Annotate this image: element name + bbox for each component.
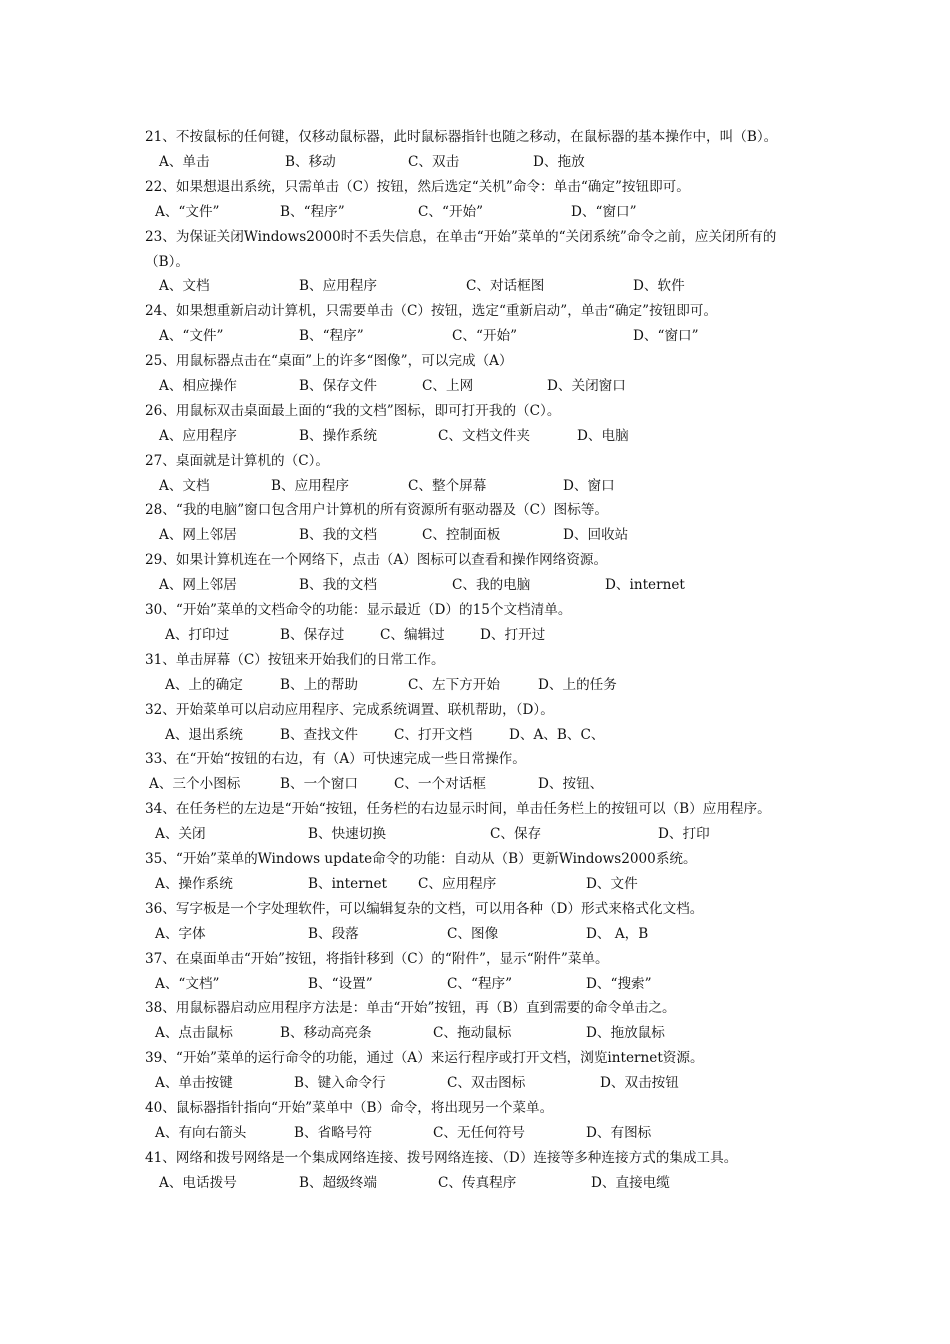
question-40: 40、鼠标器指针指向“开始”菜单中（B）命令，将出现另一个菜单。 <box>145 1100 554 1117</box>
option-c: C、双击 <box>408 153 460 170</box>
question-31: 31、单击屏幕（C）按钮来开始我们的日常工作。 <box>145 651 445 668</box>
question-27: 27、桌面就是计算机的（C）。 <box>145 452 330 469</box>
option-d: D、打开过 <box>480 626 546 643</box>
options-21 <box>145 150 810 175</box>
option-a: A、相应操作 <box>159 378 237 394</box>
options-38 <box>145 1021 810 1046</box>
option-c: C、图像 <box>447 925 499 942</box>
option-d: D、A、B、C、 <box>509 726 605 743</box>
option-a: A、点击鼠标 <box>155 1025 233 1042</box>
question-21: 21、不按鼠标的任何键，仅移动鼠标器，此时鼠标器指针也随之移动，在鼠标器的基本操作中，叫（B）。 <box>145 129 778 145</box>
options-27 <box>145 474 810 499</box>
option-b: B、上的帮助 <box>280 676 358 693</box>
option-d: D、上的任务 <box>538 676 617 693</box>
option-c: C、拖动鼠标 <box>433 1025 512 1042</box>
option-a: A、网上邻居 <box>159 577 237 594</box>
option-d: D、“窗口” <box>571 203 637 220</box>
option-a: A、操作系统 <box>155 875 233 892</box>
option-b: B、“程序” <box>280 203 345 220</box>
options-28 <box>145 523 810 548</box>
question-26: 26、用鼠标双击桌面最上面的“我的文档”图标，即可打开我的（C）。 <box>145 402 561 419</box>
option-c: C、对话框图 <box>466 278 545 295</box>
option-d: D、打印 <box>658 826 710 843</box>
option-b: B、“程序” <box>299 328 364 345</box>
option-d: D、双击按钮 <box>600 1075 679 1092</box>
options-36 <box>145 922 810 947</box>
question-22: 22、如果想退出系统，只需单击（C）按钮，然后选定“关机”命令：单击“确定”按钮即可。 <box>145 178 690 195</box>
option-d: D、软件 <box>633 278 685 295</box>
option-c: C、控制面板 <box>422 527 501 544</box>
options-40 <box>145 1121 810 1146</box>
option-c: C、我的电脑 <box>452 577 531 594</box>
options-33 <box>145 772 810 797</box>
question-25: 25、用鼠标器点击在“桌面”上的许多“图像”，可以完成（A） <box>145 353 513 370</box>
option-c: C、一个对话框 <box>394 776 486 793</box>
option-b: B、保存文件 <box>299 378 377 394</box>
question-28: 28、“我的电脑”窗口包含用户计算机的所有资源所有驱动器及（C）图标等。 <box>145 502 609 519</box>
option-b: B、操作系统 <box>299 427 377 444</box>
options-31 <box>145 673 810 698</box>
option-a: A、应用程序 <box>159 427 237 444</box>
option-d: D、关闭窗口 <box>547 378 626 394</box>
option-a: A、网上邻居 <box>159 527 237 544</box>
question-30: 30、“开始”菜单的文档命令的功能：显示最近（D）的15个文档清单。 <box>145 602 572 619</box>
option-c: C、应用程序 <box>418 875 497 892</box>
option-b: B、段落 <box>308 925 359 942</box>
option-b: B、保存过 <box>280 626 345 643</box>
question-32: 32、开始菜单可以启动应用程序、完成系统调置、联机帮助，（D）。 <box>145 701 554 718</box>
option-b: B、省略号符 <box>294 1124 372 1141</box>
option-a: A、“文件” <box>159 328 224 345</box>
option-d: D、拖放鼠标 <box>586 1025 665 1042</box>
option-d: D、拖放 <box>533 153 585 170</box>
option-c: C、编辑过 <box>380 626 445 643</box>
options-23 <box>145 274 810 299</box>
options-30 <box>145 623 810 648</box>
question-39: 39、“开始”菜单的运行命令的功能，通过（A）来运行程序或打开文档，浏览internet资源。 <box>145 1050 704 1067</box>
option-b: B、快速切换 <box>308 826 386 843</box>
option-b: B、“设置” <box>308 975 373 992</box>
options-29 <box>145 573 810 598</box>
option-a: A、文档 <box>159 278 210 295</box>
option-a: A、上的确定 <box>165 676 243 693</box>
option-d: D、“窗口” <box>633 328 699 345</box>
option-b: B、移动高亮条 <box>280 1025 372 1042</box>
option-a: A、字体 <box>155 925 206 942</box>
question-36: 36、写字板是一个字处理软件，可以编辑复杂的文档，可以用各种（D）形式来格式化文档。 <box>145 900 704 917</box>
option-c: C、打开文档 <box>394 726 473 743</box>
options-24 <box>145 324 810 349</box>
options-25 <box>145 374 810 399</box>
option-c: C、“程序” <box>447 975 513 992</box>
option-d: D、文件 <box>586 875 638 892</box>
option-d: D、按钮、 <box>538 776 604 793</box>
option-a: A、退出系统 <box>165 726 243 743</box>
question-41: 41、网络和拨号网络是一个集成网络连接、拨号网络连接、（D）连接等多种连接方式的集成工具。 <box>145 1149 738 1166</box>
option-d: D、有图标 <box>586 1124 652 1141</box>
option-c: C、整个屏幕 <box>408 477 487 494</box>
option-b: B、键入命令行 <box>294 1075 386 1092</box>
options-22 <box>145 200 810 225</box>
option-b: B、应用程序 <box>299 278 377 295</box>
question-33: 33、在“开始“按钮的右边，有（A）可快速完成一些日常操作。 <box>145 751 526 768</box>
option-b: B、internet <box>308 875 387 892</box>
question-23: 23、为保证关闭Windows2000时不丢失信息，在单击“开始”菜单的“关闭系统”命令之前，应关闭所有的（B）。 <box>145 228 777 270</box>
option-b: B、移动 <box>285 153 336 170</box>
option-a: A、有向右箭头 <box>155 1124 247 1141</box>
question-38: 38、用鼠标器启动应用程序方法是：单击“开始”按钮，再（B）直到需要的命令单击之。 <box>145 1000 676 1017</box>
option-d: D、internet <box>605 577 685 594</box>
question-29: 29、如果计算机连在一个网络下，点击（A）图标可以查看和操作网络资源。 <box>145 552 608 569</box>
option-c: C、无任何符号 <box>433 1124 525 1141</box>
option-a: A、打印过 <box>165 626 230 643</box>
option-a: A、文档 <box>159 477 210 494</box>
option-c: C、“开始” <box>418 203 484 220</box>
option-c: C、保存 <box>490 826 542 843</box>
options-34 <box>145 822 810 847</box>
option-c: C、双击图标 <box>447 1075 526 1092</box>
option-a: A、“文档” <box>155 975 220 992</box>
option-a: A、电话拨号 <box>159 1174 237 1191</box>
question-35: 35、“开始”菜单的Windows update命令的功能：自动从（B）更新Windows2000系统。 <box>145 851 697 868</box>
options-39 <box>145 1071 810 1096</box>
option-b: B、我的文档 <box>299 577 377 594</box>
option-d: D、直接电缆 <box>591 1174 670 1191</box>
options-32 <box>145 723 810 748</box>
option-d: D、窗口 <box>563 477 615 494</box>
option-d: D、回收站 <box>563 527 629 544</box>
option-d: D、 A，B <box>586 925 649 942</box>
option-c: C、左下方开始 <box>408 676 500 693</box>
option-c: C、上网 <box>422 378 474 394</box>
option-a: A、关闭 <box>155 826 206 843</box>
question-list <box>145 125 810 1196</box>
option-c: C、文档文件夹 <box>438 427 530 444</box>
option-d: D、电脑 <box>577 427 629 444</box>
option-b: B、应用程序 <box>271 477 349 494</box>
option-a: A、“文件” <box>155 203 220 220</box>
option-a: A、三个小图标 <box>149 776 241 793</box>
option-c: C、“开始” <box>452 328 518 345</box>
options-26 <box>145 424 810 449</box>
option-a: A、单击按键 <box>155 1075 233 1092</box>
option-b: B、一个窗口 <box>280 776 358 793</box>
question-24: 24、如果想重新启动计算机，只需要单击（C）按钮，选定“重新启动”，单击“确定”按钮即可。 <box>145 303 718 320</box>
question-34: 34、在任务栏的左边是“开始“按钮，任务栏的右边显示时间，单击任务栏上的按钮可以（B）应用程序。 <box>145 801 771 818</box>
option-b: B、超级终端 <box>299 1174 377 1191</box>
option-d: D、“搜索” <box>586 975 652 992</box>
options-37 <box>145 972 810 997</box>
option-a: A、单击 <box>159 153 210 170</box>
options-35 <box>145 872 810 897</box>
option-c: C、传真程序 <box>438 1174 517 1191</box>
options-41 <box>145 1171 810 1196</box>
question-37: 37、在桌面单击“开始”按钮，将指针移到（C）的“附件”，显示“附件”菜单。 <box>145 950 609 967</box>
option-b: B、查找文件 <box>280 726 358 743</box>
option-b: B、我的文档 <box>299 527 377 544</box>
